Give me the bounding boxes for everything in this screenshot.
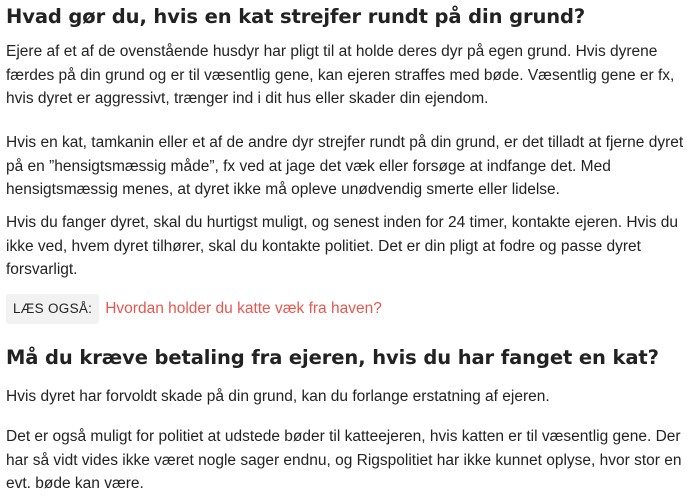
paragraph-owner-duty: Ejere af et af de ovenstående husdyr har pligt til at holde deres dyr på egen grund. Hvis dyrene færdes på din grund og er til væsentlig gene, kan ejeren straffes med bøde. Væsentlig gene er fx, hvis dyret er aggressivt, trænger ind i dit hus eller skader din ejendom. (6, 43, 675, 107)
paragraph-compensation: Hvis dyret har forvoldt skade på din grund, kan du forlange erstatning af ejeren. (6, 388, 550, 405)
paragraph-police-fines: Det er også muligt for politiet at udstede bøder til katteejeren, hvis katten er til væsentlig gene. Der har så vidt vides ikke været nogle sager endnu, og Rigspolitiet har ikke kunnet oplyse, hvor stor en evt. bøde kan være. (6, 428, 682, 492)
paragraph-remove-animal: Hvis en kat, tamkanin eller et af de andre dyr strejfer rundt på din grund, er det tilladt at fjerne dyret på en ”hensigtsmæssig måde”, fx ved at jage det væk eller forsøge at indfange det. Med hensigtsmæssig menes, at dyret ikke må opleve unødvendig smerte eller lidelse. (6, 134, 684, 198)
paragraph-contact-owner: Hvis du fanger dyret, skal du hurtigst muligt, og senest inden for 24 timer, kontakte ejeren. Hvis du ikke ved, hvem dyret tilhører, skal du kontakte politiet. Det er din pligt at fodre og passe dyret forsvarligt. (6, 214, 679, 278)
section-heading-payment: Må du kræve betaling fra ejeren, hvis du har fanget en kat? (6, 346, 659, 369)
read-also-box (6, 294, 382, 324)
read-also-label: LÆS OGSÅ: (6, 294, 99, 324)
section-heading-stray-cat: Hvad gør du, hvis en kat strejfer rundt på din grund? (6, 5, 586, 28)
read-also-link[interactable]: Hvordan holder du katte væk fra haven? (105, 300, 382, 317)
